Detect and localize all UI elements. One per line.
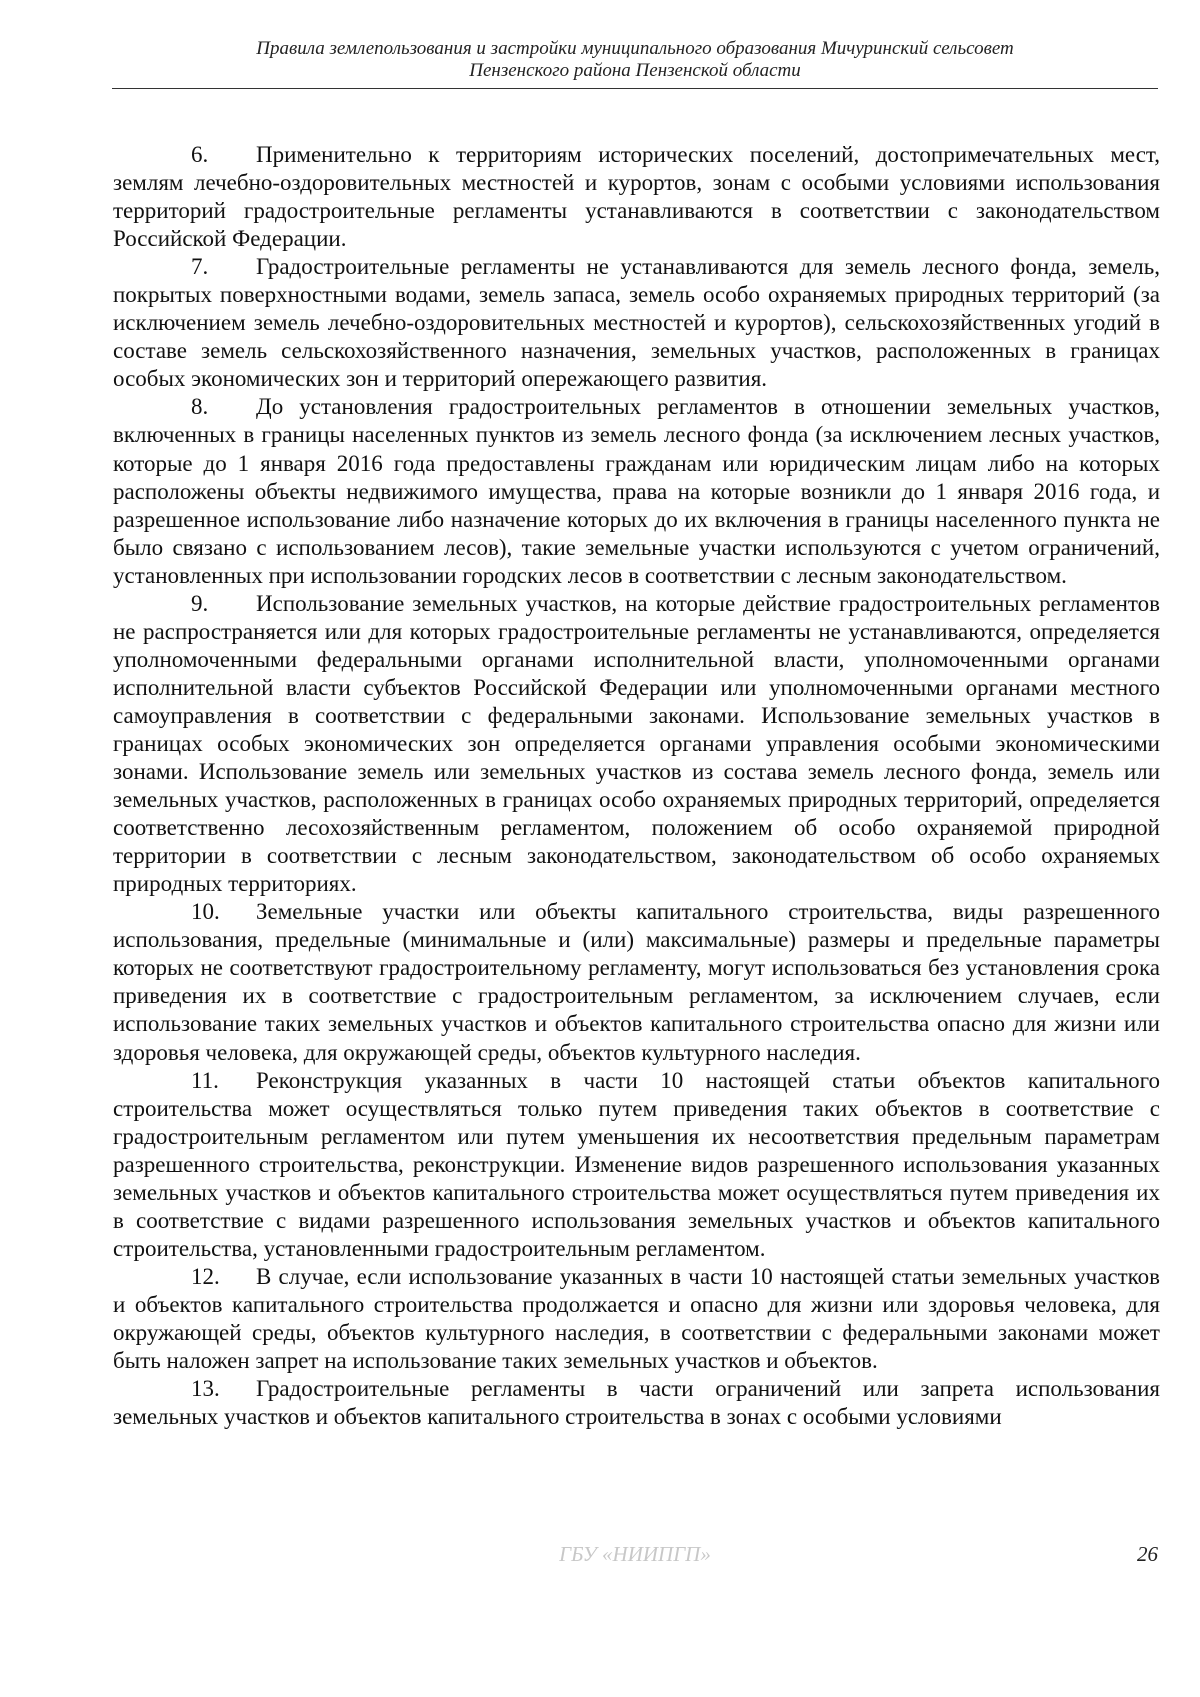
paragraph-7 <box>113 253 1160 393</box>
paragraph-6 <box>113 141 1160 253</box>
header-title-line-2: Пензенского района Пензенской области <box>469 60 801 81</box>
paragraph-number: 6. <box>191 142 209 167</box>
header-title-line-1: Правила землепользования и застройки муниципального образования Мичуринский сельсовет <box>256 38 1014 59</box>
paragraph-8 <box>113 393 1160 589</box>
paragraph-text: До установления градостроительных регламентов в отношении земельных участков, включенных в границы населенных пунктов из земель лесного фонда (за исключением лесных участков, которые до 1 января 2016 года предоставлены гражданам или юридическим лицам либо на которых расположены объекты недвижимого имущества, права на которые возникли до 1 января 2016 года, и разрешенное использование либо назначение которых до их включения в границы населенного пункта не было связано с использованием лесов), такие земельные участки используются с учетом ограничений, установленных при использовании городских лесов в соответствии с лесным законодательством. <box>113 394 1160 588</box>
paragraph-13 <box>113 1375 1160 1431</box>
paragraph-11 <box>113 1067 1160 1263</box>
paragraph-12 <box>113 1263 1160 1375</box>
page-number: 26 <box>1137 1542 1158 1566</box>
paragraph-text: В случае, если использование указанных в части 10 настоящей статьи земельных участков и объектов капитального строительства продолжается и опасно для жизни или здоровья человека, для окружающей среды, объектов культурного наследия, в соответствии с федеральными законами может быть наложен запрет на использование таких земельных участков и объектов. <box>113 1263 1160 1374</box>
header-divider <box>112 88 1158 89</box>
page-header <box>112 38 1158 82</box>
paragraph-number: 7. <box>191 254 209 280</box>
paragraph-number: 12. <box>191 1263 220 1289</box>
paragraph-number: 9. <box>191 590 209 616</box>
paragraph-text: Применительно к территориям исторических поселений, достопримечательных мест, землям лечебно-оздоровительных местностей и курортов, зонам с особыми условиями использования территорий градостроительные регламенты устанавливаются в соответствии с законодательством Российской Федерации. <box>113 142 1160 252</box>
page-footer <box>112 1541 1158 1567</box>
paragraph-number: 11. <box>191 1067 219 1093</box>
paragraph-9 <box>113 590 1160 899</box>
paragraph-number: 8. <box>191 394 209 420</box>
paragraph-text: Земельные участки или объекты капитального строительства, виды разрешенного использования, предельные (минимальные и (или) максимальные) размеры и предельные параметры которых не соответствуют градостроительному регламенту, могут использоваться без установления срока приведения их в соответствие с градостроительным регламентом, за исключением случаев, если использование таких земельных участков и объектов капитального строительства опасно для жизни или здоровья человека, для окружающей среды, объектов культурного наследия. <box>113 899 1160 1065</box>
paragraph-text: Градостроительные регламенты в части ограничений или запрета использования земельных участков и объектов капитального строительства в зонах с особыми условиями <box>113 1376 1160 1430</box>
paragraph-10 <box>113 898 1160 1066</box>
paragraph-text: Градостроительные регламенты не устанавливаются для земель лесного фонда, земель, покрытых поверхностными водами, земель запаса, земель особо охраняемых природных территорий (за исключением земель лечебно-оздоровительных местностей и курортов), сельскохозяйственных угодий в составе земель сельскохозяйственного назначения, земельных участков, расположенных в границах особых экономических зон и территорий опережающего развития. <box>113 254 1160 392</box>
paragraph-number: 13. <box>191 1376 220 1402</box>
document-body <box>113 141 1160 1431</box>
paragraph-number: 10. <box>191 899 220 925</box>
footer-organization: ГБУ «НИИПГП» <box>559 1542 711 1566</box>
paragraph-text: Реконструкция указанных в части 10 настоящей статьи объектов капитального строительства может осуществляться только путем приведения таких объектов в соответствие с градостроительным регламентом или путем уменьшения их несоответствия предельным параметрам разрешенного строительства, реконструкции. Изменение видов разрешенного использования указанных земельных участков и объектов капитального строительства может осуществляться путем приведения их в соответствие с видами разрешенного использования земельных участков и объектов капитального строительства, установленными градостроительным регламентом. <box>113 1067 1160 1261</box>
paragraph-text: Использование земельных участков, на которые действие градостроительных регламентов не распространяется или для которых градостроительные регламенты не устанавливаются, определяется уполномоченными федеральными органами исполнительной власти, уполномоченными органами исполнительной власти субъектов Российской Федерации или уполномоченными органами местного самоуправления в соответствии с федеральными законами. Использование земельных участков в границах особых экономических зон определяется органами управления особыми экономическими зонами. Использование земель или земельных участков из состава земель лесного фонда, земель или земельных участков, расположенных в границах особо охраняемых природных территорий, определяется соответственно лесохозяйственным регламентом, положением об особо охраняемой природной территории в соответствии с лесным законодательством, законодательством об особо охраняемых природных территориях. <box>113 590 1160 897</box>
